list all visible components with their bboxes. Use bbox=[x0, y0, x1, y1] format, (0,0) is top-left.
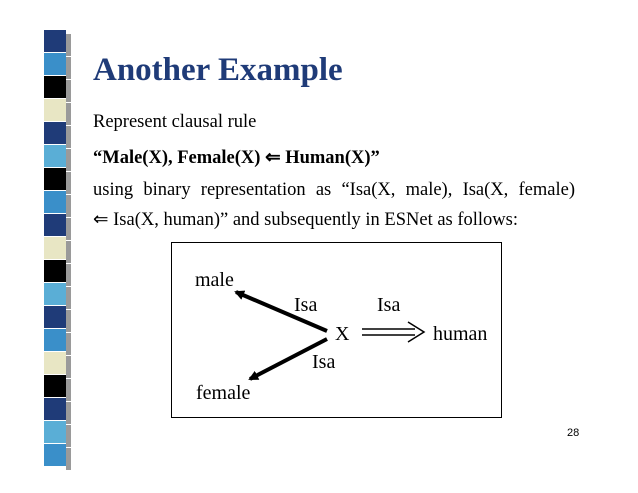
decor-square bbox=[44, 168, 66, 190]
decor-square-shadow bbox=[66, 241, 71, 263]
decor-square bbox=[44, 329, 66, 351]
left-arrow-icon: ⇐ bbox=[265, 148, 281, 168]
edge-label-x-female: Isa bbox=[312, 351, 336, 373]
decorative-square-strip bbox=[0, 0, 72, 493]
decor-square-shadow bbox=[66, 379, 71, 401]
decor-square bbox=[44, 398, 66, 420]
decor-square-shadow bbox=[66, 80, 71, 102]
decor-square-shadow bbox=[66, 425, 71, 447]
decor-square bbox=[44, 76, 66, 98]
decor-square-shadow bbox=[66, 402, 71, 424]
decor-square-shadow bbox=[66, 310, 71, 332]
edge-label-x-human: Isa bbox=[377, 294, 401, 316]
decor-square bbox=[44, 352, 66, 374]
rule-head-text: “Male(X), Female(X) bbox=[93, 148, 266, 168]
decor-square bbox=[44, 30, 66, 52]
node-female: female bbox=[196, 382, 251, 404]
decor-square-shadow bbox=[66, 126, 71, 148]
esnet-diagram-box bbox=[171, 242, 502, 418]
binary-representation-line-continued bbox=[93, 209, 518, 231]
decor-square bbox=[44, 375, 66, 397]
node-x: X bbox=[335, 323, 350, 345]
decor-square bbox=[44, 122, 66, 144]
decor-square-shadow bbox=[66, 333, 71, 355]
decor-square-shadow bbox=[66, 264, 71, 286]
decor-square-shadow bbox=[66, 103, 71, 125]
decor-square bbox=[44, 145, 66, 167]
rule-body-text: Human(X)” bbox=[280, 148, 380, 168]
decor-square bbox=[44, 237, 66, 259]
binary-representation-line: using binary representation as “Isa(X, male), Isa(X, female) bbox=[93, 180, 575, 200]
decor-square bbox=[44, 214, 66, 236]
decor-square bbox=[44, 99, 66, 121]
decor-square-shadow bbox=[66, 34, 71, 56]
slide-title: Another Example bbox=[93, 52, 343, 88]
node-human: human bbox=[433, 323, 488, 345]
decor-square-shadow bbox=[66, 356, 71, 378]
decor-square-shadow bbox=[66, 57, 71, 79]
edge-x-to-human bbox=[362, 322, 424, 342]
decor-square bbox=[44, 306, 66, 328]
edge-label-x-male: Isa bbox=[294, 294, 318, 316]
intro-line: Represent clausal rule bbox=[93, 112, 257, 132]
clausal-rule-line bbox=[93, 147, 380, 169]
esnet-diagram bbox=[172, 243, 503, 419]
decor-square bbox=[44, 191, 66, 213]
left-arrow-icon: ⇐ bbox=[93, 210, 109, 230]
decor-square-shadow bbox=[66, 195, 71, 217]
decor-square-shadow bbox=[66, 149, 71, 171]
decor-square-shadow bbox=[66, 287, 71, 309]
esnet-intro-text: Isa(X, human)” and subsequently in ESNet as follows: bbox=[108, 210, 519, 230]
decor-square-shadow bbox=[66, 172, 71, 194]
decor-square bbox=[44, 283, 66, 305]
page-number: 28 bbox=[567, 427, 580, 439]
decor-square-shadow bbox=[66, 448, 71, 470]
decor-square-shadow bbox=[66, 218, 71, 240]
decor-square bbox=[44, 260, 66, 282]
decor-square bbox=[44, 444, 66, 466]
decor-square bbox=[44, 53, 66, 75]
decor-square bbox=[44, 421, 66, 443]
node-male: male bbox=[195, 269, 234, 291]
